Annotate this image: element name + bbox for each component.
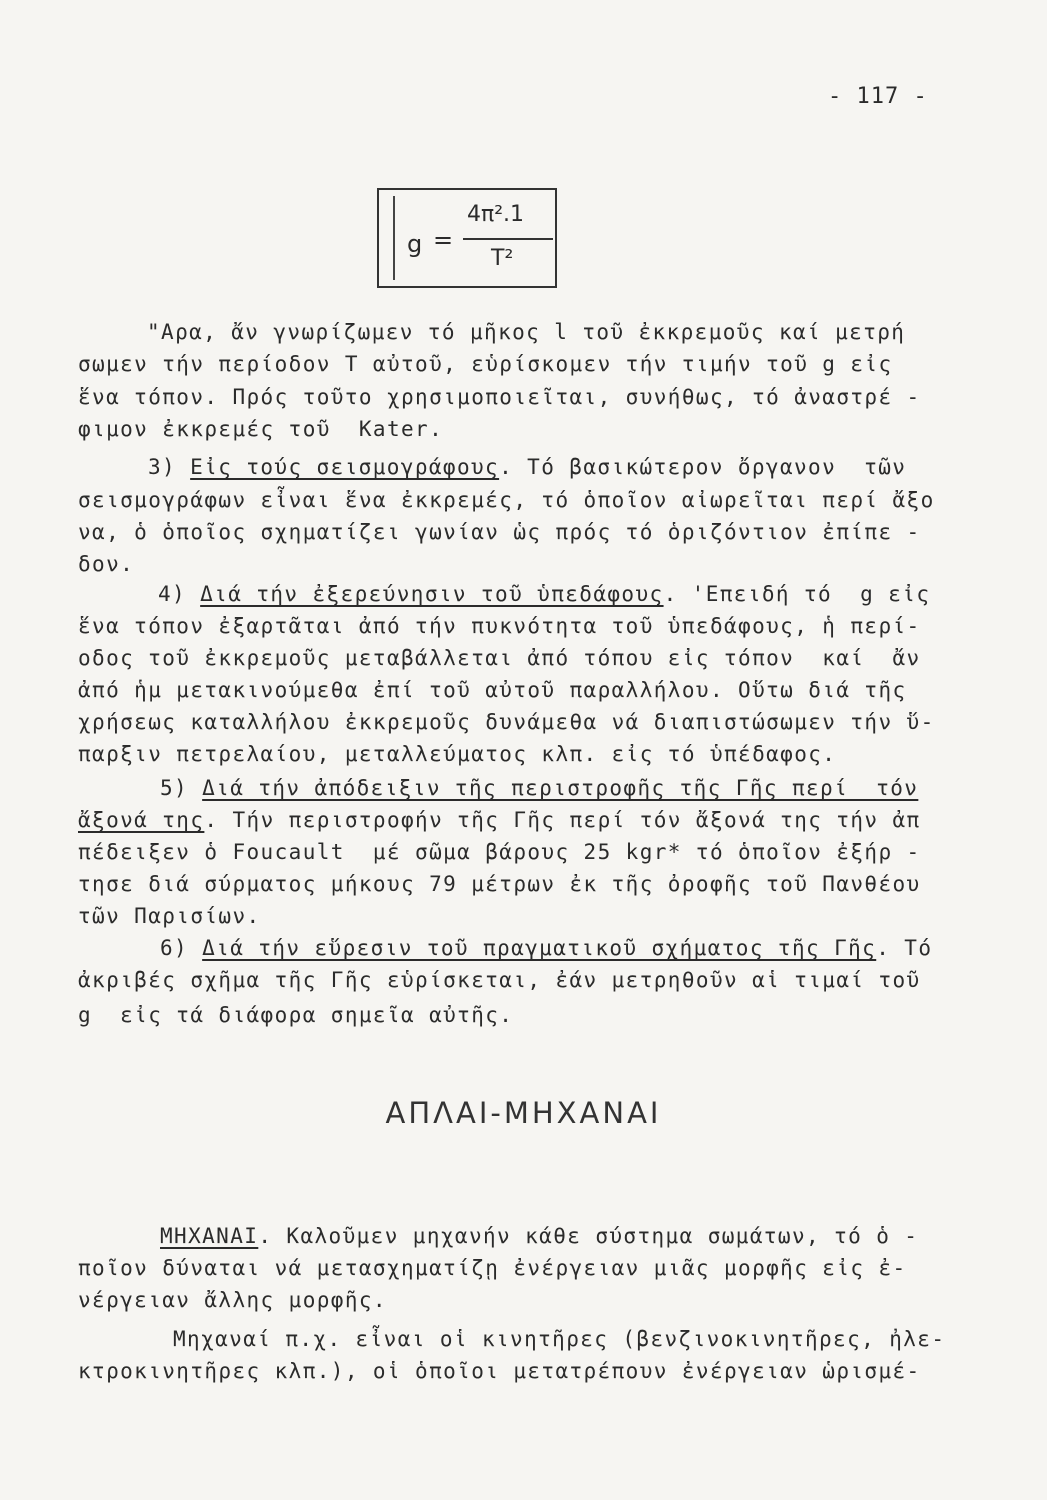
text-line: ἕνα τόπον. Πρός τοῦτο χρησιμοποιεῖται, συνήθως, τό ἀναστρέ - (78, 385, 921, 409)
text-line: να, ὁ ὁποῖος σχηματίζει γωνίαν ὡς πρός τό ὁριζόντιον ἐπίπε - (78, 520, 921, 544)
text-line: 5) Διά τήν ἀπόδειξιν τῆς περιστροφῆς τῆς Γῆς περί τόν (160, 776, 919, 800)
fraction-bar (463, 238, 553, 240)
underlined-phrase: Διά τήν ἐξερεύνησιν τοῦ ὑπεδάφους (200, 582, 664, 606)
underlined-phrase: ἄξονά της (78, 808, 205, 832)
text-line: σεισμογράφων εἶναι ἕνα ἐκκρεμές, τό ὁποῖον αἰωρεῖται περί ἄξο (78, 488, 935, 512)
formula-equals: = (433, 226, 454, 254)
underlined-phrase: Εἰς τούς σεισμογράφους (190, 455, 500, 479)
text-line: πέδειξεν ὁ Foucault μέ σῶμα βάρους 25 kgr* τό ὁποῖον ἐξήρ - (78, 840, 921, 864)
text-line: ΜΗΧΑΝΑΙ. Καλοῦμεν μηχανήν κάθε σύστημα σωμάτων, τό ὁ - (160, 1224, 919, 1248)
text-line: δον. (78, 552, 135, 576)
text-line: νέργειαν ἄλλης μορφῆς. (78, 1288, 387, 1312)
text-line: 4) Διά τήν ἐξερεύνησιν τοῦ ὑπεδάφους. 'Επειδή τό g εἰς (158, 582, 931, 606)
text-line: ἕνα τόπον ἐξαρτᾶται ἀπό τήν πυκνότητα τοῦ ὑπεδάφους, ἡ περί- (78, 614, 921, 638)
text-line: 6) Διά τήν εὕρεσιν τοῦ πραγματικοῦ σχήματος τῆς Γῆς. Τό (160, 936, 933, 960)
text-line: g εἰς τά διάφορα σημεῖα αὐτῆς. (78, 1003, 514, 1027)
formula (393, 196, 551, 280)
text-line: ποῖον δύναται νά μετασχηματίζῃ ἐνέργειαν μιᾶς μορφῆς εἰς ἐ- (78, 1256, 907, 1280)
underlined-phrase: Διά τήν ἀπόδειξιν τῆς περιστροφῆς τῆς Γῆς περί τόν (202, 776, 919, 800)
text-line: ἀκριβές σχῆμα τῆς Γῆς εὑρίσκεται, ἐάν μετρηθοῦν αἱ τιμαί τοῦ (78, 968, 921, 992)
formula-box (377, 188, 557, 288)
text-line: ἄξονά της. Τήν περιστροφήν τῆς Γῆς περί τόν ἄξονά της τήν ἀπ (78, 808, 921, 832)
underlined-phrase: ΜΗΧΑΝΑΙ (160, 1224, 259, 1248)
formula-lhs: g (407, 230, 423, 258)
text-line: κτροκινητῆρες κλπ.), οἱ ὁποῖοι μετατρέπουν ἐνέργειαν ὡρισμέ- (78, 1359, 921, 1383)
text-line: ἀπό ἡμ μετακινούμεθα ἐπί τοῦ αὐτοῦ παραλλήλου. Οὕτω διά τῆς (78, 678, 907, 702)
text-line: χρήσεως καταλλήλου ἐκκρεμοῦς δυνάμεθα νά διαπιστώσωμεν τήν ὕ- (78, 710, 935, 734)
section-heading: ΑΠΛΑΙ-ΜΗΧΑΝΑΙ (385, 1096, 662, 1130)
text-line: 3) Εἰς τούς σεισμογράφους. Τό βασικώτερον ὄργανον τῶν (148, 455, 907, 479)
underlined-phrase: Διά τήν εὕρεσιν τοῦ πραγματικοῦ σχήματος τῆς Γῆς (202, 936, 877, 960)
text-line: φιμον ἐκκρεμές τοῦ Kater. (78, 417, 444, 441)
text-line: παρξιν πετρελαίου, μεταλλεύματος κλπ. εἰς τό ὑπέδαφος. (78, 742, 837, 766)
formula-denominator: T² (491, 246, 514, 271)
text-line: σωμεν τήν περίοδον T αὐτοῦ, εὑρίσκομεν τήν τιμήν τοῦ g εἰς (78, 352, 893, 376)
page-number: - 117 - (828, 84, 928, 109)
text-line: τησε διά σύρματος μήκους 79 μέτρων ἐκ τῆς ὀροφῆς τοῦ Πανθέου (78, 872, 921, 896)
text-line: Μηχαναί π.χ. εἶναι οἱ κινητῆρες (βενζινοκινητῆρες, ἠλε- (173, 1327, 946, 1351)
text-line: τῶν Παρισίων. (78, 904, 261, 928)
formula-numerator: 4π².1 (467, 202, 525, 227)
text-line: οδος τοῦ ἐκκρεμοῦς μεταβάλλεται ἀπό τόπου εἰς τόπον καί ἄν (78, 646, 921, 670)
text-line: "Αρα, ἄν γνωρίζωμεν τό μῆκος l τοῦ ἐκκρεμοῦς καί μετρή (147, 320, 906, 344)
